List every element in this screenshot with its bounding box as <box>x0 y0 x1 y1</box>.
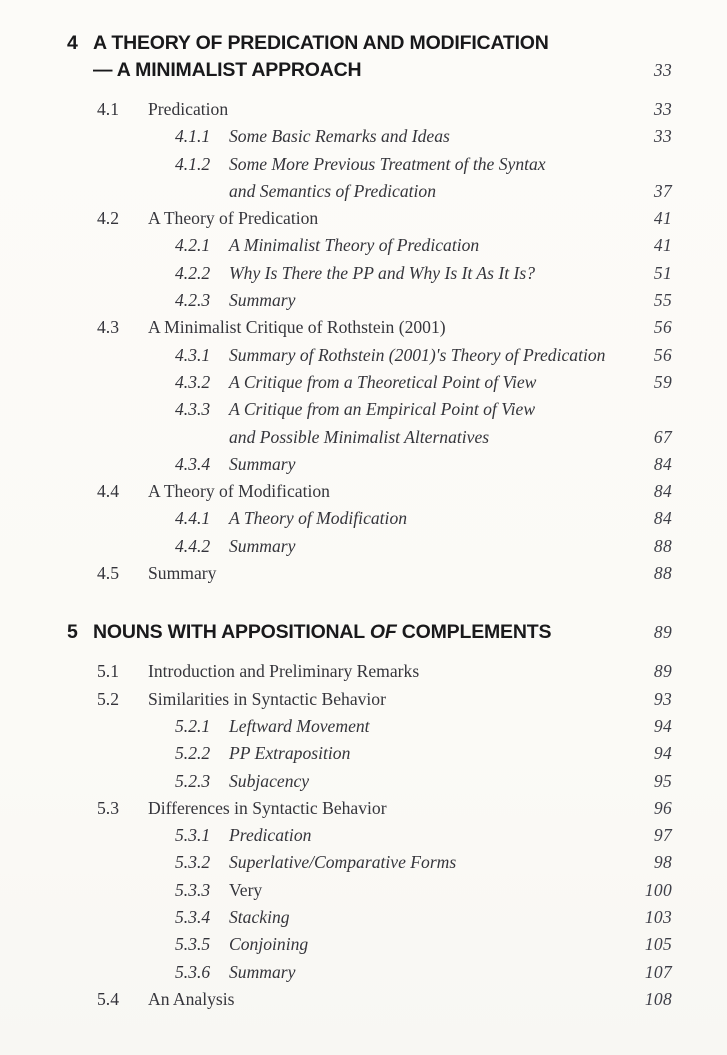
toc-entry-page: 89 <box>653 661 672 682</box>
chapter-title-line <box>93 30 654 57</box>
toc-entry-4.1 <box>97 96 672 123</box>
toc-entry-title <box>148 658 654 685</box>
toc-entry-title-line: Summary <box>148 563 217 584</box>
toc-entry-4.3.3 <box>97 396 672 451</box>
toc-entry-title <box>229 342 654 369</box>
toc-entry-title <box>229 260 654 287</box>
toc-entry-title <box>229 768 654 795</box>
toc-entry-number: 5.2.3 <box>175 770 211 791</box>
toc-entry-title <box>148 795 654 822</box>
toc-entry-title-line: Leftward Movement <box>229 715 370 736</box>
toc-entry-number: 4.1.2 <box>175 153 211 174</box>
toc-entry-page: 88 <box>653 535 672 556</box>
toc-entry-4.1.1 <box>97 123 672 150</box>
toc-entry-title-line: PP Extraposition <box>229 743 351 764</box>
toc-entry-number: 4.1 <box>97 99 119 119</box>
chapter-heading <box>67 30 672 84</box>
toc-entry-4.2.1 <box>97 232 672 259</box>
toc-entry-4.4 <box>97 478 672 505</box>
toc-entry-5.3.2 <box>97 849 672 876</box>
toc-entry-page: 98 <box>653 852 672 873</box>
toc-entry-title-line: An Analysis <box>148 988 235 1009</box>
toc-entry-title-line: Why Is There the PP and Why Is It As It Is? <box>229 262 536 283</box>
chapter-title-segment: — A MINIMALIST APPROACH <box>93 59 362 81</box>
toc-entry-number: 5.3.5 <box>175 934 211 955</box>
toc-entry-number: 5.3.1 <box>175 825 211 846</box>
toc-entry-page: 94 <box>653 743 672 764</box>
toc-entry-4.4.1 <box>97 505 672 532</box>
toc-entry-4.3.4 <box>97 451 672 478</box>
toc-entry-page: 51 <box>653 262 672 283</box>
chapter-page-number: 89 <box>653 622 672 643</box>
toc-entry-number: 5.3.4 <box>175 907 211 928</box>
chapter-entries <box>67 96 672 587</box>
toc-entry-number: 5.3.6 <box>175 961 211 982</box>
toc-entry-title-line: Subjacency <box>229 770 310 791</box>
toc-entry-number: 4.4.2 <box>175 535 211 556</box>
chapter-number: 5 <box>67 621 78 644</box>
toc-entry-number: 4.4 <box>97 481 119 502</box>
toc-entry-title <box>148 686 654 713</box>
chapter-title-line <box>93 57 654 84</box>
toc-entry-number: 5.3.2 <box>175 852 211 873</box>
chapter-4-section <box>67 30 672 587</box>
toc-entry-5.3 <box>97 795 672 822</box>
toc-entry-page: 108 <box>644 988 672 1009</box>
toc-entry-title <box>229 505 654 532</box>
toc-entry-number: 5.3.3 <box>175 879 211 900</box>
toc-entry-title-line: Stacking <box>229 907 290 928</box>
toc-entry-number: 4.3 <box>97 317 119 338</box>
toc-entry-title-line: A Critique from an Empirical Point of View <box>229 399 536 420</box>
toc-entry-number: 5.3 <box>97 797 119 818</box>
toc-entry-page: 55 <box>653 290 672 311</box>
toc-entry-title-line: A Minimalist Critique of Rothstein (2001) <box>148 317 446 338</box>
toc-entry-page: 41 <box>653 208 672 229</box>
toc-entry-number: 4.3.1 <box>175 344 211 365</box>
chapter-title-segment: NOUNS WITH APPOSITIONAL <box>93 621 370 644</box>
toc-entry-5.2 <box>97 686 672 713</box>
toc-entry-title <box>229 713 654 740</box>
toc-entry-number: 4.2.1 <box>175 235 211 256</box>
toc-entry-page: 84 <box>653 481 672 502</box>
toc-entry-title <box>229 533 654 560</box>
toc-entry-5.3.1 <box>97 822 672 849</box>
toc-entry-number: 4.3.4 <box>175 453 211 474</box>
toc-entry-4.3.1 <box>97 342 672 369</box>
toc-entry-title <box>229 931 645 958</box>
toc-entry-5.2.1 <box>97 713 672 740</box>
toc-entry-title-line: Predication <box>148 99 229 119</box>
toc-entry-title <box>229 369 654 396</box>
chapter-title-segment: COMPLEMENTS <box>396 621 552 644</box>
toc-entry-page: 84 <box>653 508 672 529</box>
toc-entry-title-line: A Minimalist Theory of Predication <box>229 235 480 256</box>
toc-entry-5.4 <box>97 986 672 1013</box>
toc-entry-title <box>229 287 654 314</box>
toc-entry-4.4.2 <box>97 533 672 560</box>
toc-entry-title-line: Summary <box>229 961 296 982</box>
toc-entry-title-line: A Theory of Predication <box>148 208 319 229</box>
toc-entry-page: 56 <box>653 317 672 338</box>
toc-entry-5.2.2 <box>97 740 672 767</box>
toc-entry-4.1.2 <box>97 151 672 206</box>
toc-entry-page: 59 <box>653 371 672 392</box>
toc-entry-page: 88 <box>653 563 672 584</box>
toc-entry-title-line: A Theory of Modification <box>229 508 408 529</box>
toc-entry-number: 4.2.3 <box>175 290 211 311</box>
toc-entry-title <box>148 314 654 341</box>
toc-entry-page: 100 <box>644 879 672 900</box>
toc-entry-number: 5.2 <box>97 688 119 709</box>
toc-entry-title <box>229 151 654 206</box>
chapter-page-number: 33 <box>653 60 672 80</box>
toc-entry-title-line: and Possible Minimalist Alternatives <box>229 426 490 447</box>
toc-entry-title <box>229 740 654 767</box>
toc-entry-title-line: Summary <box>229 535 296 556</box>
toc-entry-title-line: Predication <box>229 825 312 846</box>
toc-entry-page: 84 <box>653 453 672 474</box>
toc-entry-title <box>229 396 654 451</box>
toc-entry-number: 4.2.2 <box>175 262 211 283</box>
toc-entry-title <box>229 822 654 849</box>
toc-entry-page: 105 <box>644 934 672 955</box>
toc-entry-number: 4.2 <box>97 208 119 229</box>
chapter-title <box>93 30 654 84</box>
toc-entry-title <box>148 560 654 587</box>
toc-entry-page: 95 <box>653 770 672 791</box>
toc-entry-4.5 <box>97 560 672 587</box>
toc-entry-5.3.3 <box>97 877 672 904</box>
toc-entry-number: 4.3.3 <box>175 399 211 420</box>
toc-entry-title-line: and Semantics of Predication <box>229 180 437 201</box>
toc-entry-title <box>148 205 654 232</box>
toc-entry-title <box>229 849 654 876</box>
toc-entry-title-line: Some Basic Remarks and Ideas <box>229 126 450 147</box>
toc-entry-title-line: Introduction and Preliminary Remarks <box>148 661 420 682</box>
toc-entry-4.2.2 <box>97 260 672 287</box>
toc-entry-title-line: Very <box>229 879 263 900</box>
toc-entry-number: 5.1 <box>97 661 119 682</box>
toc-entry-page: 94 <box>653 715 672 736</box>
toc-entry-title-line: Some More Previous Treatment of the Syntax <box>229 153 546 174</box>
toc-entry-page: 107 <box>644 961 672 982</box>
toc-entry-4.2 <box>97 205 672 232</box>
toc-entry-title <box>148 986 645 1013</box>
toc-entry-number: 5.2.1 <box>175 715 211 736</box>
toc-entry-page: 97 <box>653 825 672 846</box>
chapter-title-line <box>93 619 654 646</box>
toc-entry-title-line: A Critique from a Theoretical Point of View <box>229 371 537 392</box>
toc-entry-page: 93 <box>653 688 672 709</box>
toc-entry-title-line: Similarities in Syntactic Behavior <box>148 688 386 709</box>
toc-entry-page: 103 <box>644 907 672 928</box>
toc-entry-page: 96 <box>653 797 672 818</box>
toc-entry-5.3.4 <box>97 904 672 931</box>
toc-entry-page: 41 <box>653 235 672 256</box>
toc-entry-page: 56 <box>653 344 672 365</box>
chapter-number: 4 <box>67 32 78 54</box>
toc-entry-5.3.5 <box>97 931 672 958</box>
toc-entry-number: 4.4.1 <box>175 508 211 529</box>
toc-entry-title-line: Summary <box>229 290 296 311</box>
toc-entry-title-line: Summary of Rothstein (2001)'s Theory of Predication <box>229 344 606 365</box>
toc-entry-5.1 <box>97 658 672 685</box>
toc-entry-title-line: Differences in Syntactic Behavior <box>148 797 387 818</box>
toc-entry-title-line: Superlative/Comparative Forms <box>229 852 457 873</box>
toc-entry-5.3.6 <box>97 959 672 986</box>
toc-entry-4.2.3 <box>97 287 672 314</box>
toc-entry-title <box>229 959 645 986</box>
toc-entry-title <box>229 232 654 259</box>
toc-entry-title <box>148 96 654 123</box>
toc-entry-5.2.3 <box>97 768 672 795</box>
toc-entry-4.3.2 <box>97 369 672 396</box>
toc-entry-title <box>229 904 645 931</box>
toc-entry-title-line: A Theory of Modification <box>148 481 330 502</box>
toc-entry-number: 4.1.1 <box>175 126 211 147</box>
toc-entry-title-line: Summary <box>229 453 296 474</box>
toc-entry-title-line: Conjoining <box>229 934 309 955</box>
toc-entry-title <box>148 478 654 505</box>
toc-entry-page: 67 <box>653 426 672 447</box>
chapter-title-segment: A THEORY OF PREDICATION AND MODIFICATION <box>93 32 549 54</box>
toc-entry-number: 5.2.2 <box>175 743 211 764</box>
toc-entry-page: 33 <box>653 99 672 119</box>
chapter-heading <box>67 619 672 646</box>
toc-entry-title <box>229 877 645 904</box>
toc-entry-4.3 <box>97 314 672 341</box>
toc-entry-number: 4.5 <box>97 563 119 584</box>
toc-entry-title <box>229 451 654 478</box>
chapter-5-section <box>67 619 672 1013</box>
toc-entry-number: 5.4 <box>97 988 119 1009</box>
chapter-title-segment: OF <box>369 621 397 644</box>
chapter-entries <box>67 658 672 1013</box>
toc-entry-page: 33 <box>653 126 672 147</box>
toc-entry-number: 4.3.2 <box>175 371 211 392</box>
toc-entry-page: 37 <box>653 180 672 201</box>
toc-entry-title <box>229 123 654 150</box>
chapter-title <box>93 619 654 646</box>
